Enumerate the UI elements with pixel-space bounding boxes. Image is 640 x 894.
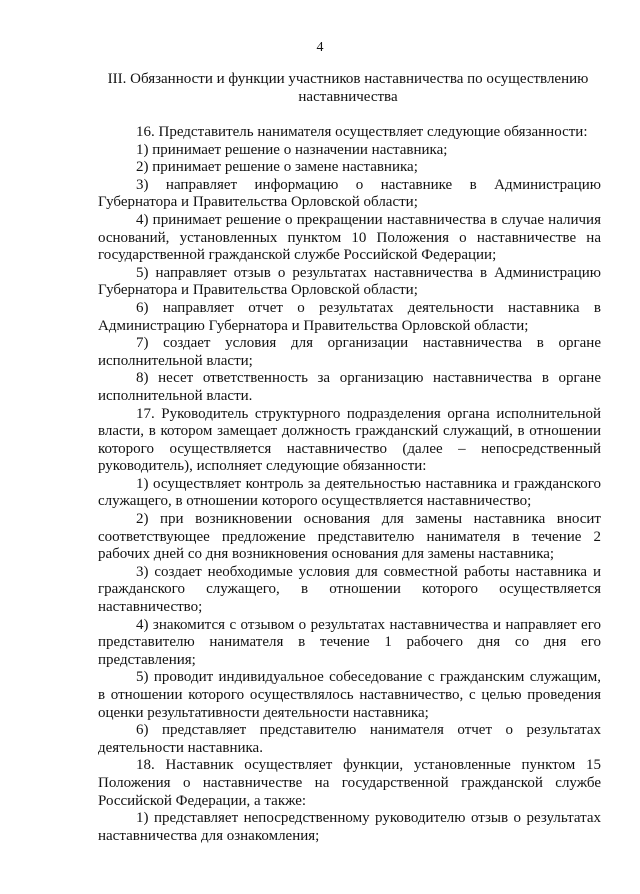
paragraph: 17. Руководитель структурного подразделения органа исполнительной власти, в котором замещает должность гражданский служащий, в отношении которого осуществляется наставничество (далее – непосредственный руководитель), исполняет следующие обязанности: bbox=[98, 405, 601, 475]
page-number: 4 bbox=[316, 40, 324, 55]
paragraph: 7) создает условия для организации наставничества в органе исполнительной власти; bbox=[98, 335, 601, 369]
paragraph: 1) представляет непосредственному руководителю отзыв о результатах наставничества для ознакомления; bbox=[98, 810, 601, 844]
paragraph: 3) создает необходимые условия для совместной работы наставника и гражданского служащего, в отношении которого осуществляется наставничество; bbox=[98, 563, 601, 616]
paragraph: 3) направляет информацию о наставнике в Администрацию Губернатора и Правительства Орловской области; bbox=[98, 176, 601, 211]
paragraph: 8) несет ответственность за организацию наставничества в органе исполнительной власти. bbox=[98, 370, 601, 404]
paragraph: 1) осуществляет контроль за деятельностью наставника и гражданского служащего, в отношении которого осуществляется наставничество; bbox=[98, 475, 601, 510]
paragraph: 6) представляет представителю нанимателя отчет о результатах деятельности наставника. bbox=[98, 722, 601, 756]
paragraph: 2) при возникновении основания для замены наставника вносит соответствующее предложение представителю нанимателя в течение 2 рабочих дней со дня возникновения основания для замены наставника; bbox=[98, 511, 601, 563]
paragraph: 4) знакомится с отзывом о результатах наставничества и направляет его представителю нанимателя в течение 1 рабочего дня со дня его представления; bbox=[98, 616, 601, 668]
paragraph: 5) проводит индивидуальное собеседование с гражданским служащим, в отношении которого осуществлялось наставничество, с целью проведения оценки результативности деятельности наставника; bbox=[98, 669, 601, 721]
paragraph: 2) принимает решение о замене наставника; bbox=[136, 159, 418, 176]
paragraph: 1) принимает решение о назначении наставника; bbox=[136, 141, 448, 158]
section-heading: III. Обязанности и функции участников наставничества по осуществлению наставничества bbox=[107, 71, 589, 105]
paragraph: 5) направляет отзыв о результатах наставничества в Администрацию Губернатора и Правительства Орловской области; bbox=[98, 264, 601, 299]
paragraph: 6) направляет отчет о результатах деятельности наставника в Администрацию Губернатора и Правительства Орловской области; bbox=[98, 299, 601, 334]
paragraph: 18. Наставник осуществляет функции, установленные пунктом 15 Положения о наставничестве на государственной гражданской службе Российской Федерации, а также: bbox=[98, 757, 601, 809]
paragraph: 4) принимает решение о прекращении наставничества в случае наличия оснований, установленных пунктом 10 Положения о наставничестве на государственной гражданской службе Российской Федерации; bbox=[98, 211, 601, 264]
document-body bbox=[98, 124, 601, 845]
paragraph: 16. Представитель нанимателя осуществляет следующие обязанности: bbox=[136, 124, 588, 140]
